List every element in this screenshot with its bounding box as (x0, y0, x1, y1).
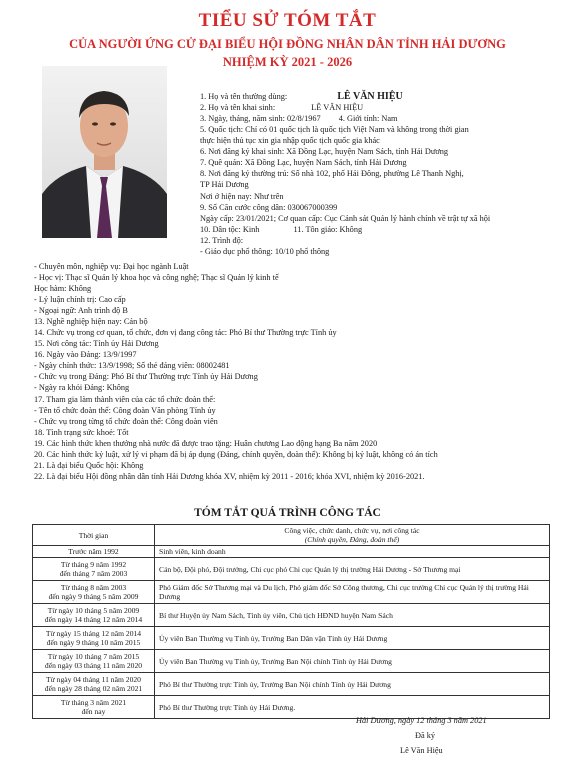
detail-line: - Ngày ra khỏi Đảng: Không (34, 383, 130, 392)
table-row (33, 627, 550, 650)
bio-id-number: 9. Số Căn cước công dân: 030067000399 (200, 203, 338, 212)
time-cell: Từ ngày 10 tháng 5 năm 2009 đến ngày 14 tháng 12 năm 2014 (33, 604, 155, 627)
table-row (33, 558, 550, 581)
detail-line: - Chuyên môn, nghiệp vụ: Đại học ngành Luật (34, 262, 189, 271)
detail-line: 19. Các hình thức khen thưởng nhà nước đã được trao tặng: Huân chương Lao động hạng Ba năm 2020 (34, 439, 378, 448)
detail-line: 22. Là đại biểu Hội đồng nhân dân tỉnh Hải Dương khóa XV, nhiệm kỳ 2011 - 2016; khóa XVI, nhiệm kỳ 2016-2021. (34, 472, 425, 481)
table-row (33, 650, 550, 673)
bio-general-education: - Giáo dục phổ thông: 10/10 phổ thông (200, 247, 330, 256)
candidate-photo (42, 66, 167, 238)
detail-line: 13. Nghề nghiệp hiện nay: Cán bộ (34, 317, 148, 326)
detail-line: 17. Tham gia làm thành viên của các tổ chức đoàn thể: (34, 395, 216, 404)
time-cell: Từ tháng 9 năm 1992 đến tháng 7 năm 2003 (33, 558, 155, 581)
detail-line: 14. Chức vụ trong cơ quan, tổ chức, đơn vị đang công tác: Phó Bí thư Thường trực Tỉnh ủy (34, 328, 337, 337)
job-cell: Cán bộ, Đội phó, Đội trưởng, Chi cục phó Chi cục Quản lý thị trường Hải Dương - Sở Thương mại (155, 558, 550, 581)
detail-line: - Chức vụ trong Đảng: Phó Bí thư Thường trực Tỉnh ủy Hải Dương (34, 372, 258, 381)
job-cell: Ủy viên Ban Thường vụ Tỉnh ủy, Trưởng Ban Dân vận Tỉnh ủy Hải Dương (155, 627, 550, 650)
detail-line: - Chức vụ trong từng tổ chức đoàn thể: Công đoàn viên (34, 417, 218, 426)
bio-common-name: 1. Họ và tên thường dùng: LÊ VĂN HIỆU (200, 91, 403, 102)
job-cell: Ủy viên Ban Thường vụ Tỉnh ủy, Trưởng Ban Nội chính Tỉnh ủy Hải Dương (155, 650, 550, 673)
bio-education-heading: 12. Trình độ: (200, 236, 244, 245)
bio-birth-name: 2. Họ và tên khai sinh: LÊ VĂN HIỆU (200, 103, 364, 112)
job-cell: Phó Bí thư Thường trực Tỉnh ủy, Trưởng Ban Nội chính Tỉnh ủy Hải Dương (155, 673, 550, 696)
time-cell: Từ ngày 04 tháng 11 năm 2020 đến ngày 28 tháng 02 năm 2021 (33, 673, 155, 696)
table-row (33, 673, 550, 696)
work-history-table (32, 524, 550, 719)
bio-id-issue: Ngày cấp: 23/01/2021; Cơ quan cấp: Cục Cảnh sát Quản lý hành chính về trật tự xã hội (200, 214, 491, 223)
detail-line: 16. Ngày vào Đảng: 13/9/1997 (34, 350, 137, 359)
detail-line: - Học vị: Thạc sĩ Quản lý khoa học và công nghệ; Thạc sĩ Quản lý kinh tế (34, 273, 279, 282)
job-cell: Bí thư Huyện ủy Nam Sách, Tỉnh ủy viên, Chủ tịch HĐND huyện Nam Sách (155, 604, 550, 627)
bio-birthdate-gender: 3. Ngày, tháng, năm sinh: 02/8/1967 4. Giới tính: Nam (200, 114, 398, 123)
document-title: TIỂU SỬ TÓM TẮT (198, 10, 377, 31)
document-term: NHIỆM KỲ 2021 - 2026 (222, 55, 353, 69)
bio-current-address: Nơi ở hiện nay: Như trên (200, 192, 284, 201)
job-cell: Phó Giám đốc Sở Thương mại và Du lịch, Phó giám đốc Sở Công thương, Chi cục trưởng Chi cục Quản lý thị trường Hải Dương (155, 581, 550, 604)
detail-line: Học hàm: Không (34, 284, 92, 293)
work-history-title: TÓM TẮT QUÁ TRÌNH CÔNG TÁC (194, 507, 381, 519)
detail-line: - Ngày chính thức: 13/9/1998; Số thẻ đảng viên: 08002481 (34, 361, 230, 370)
signature-label: Đã ký (415, 731, 436, 740)
bio-birth-registration: 6. Nơi đăng ký khai sinh: Xã Đồng Lạc, huyện Nam Sách, tỉnh Hải Dương (200, 147, 449, 156)
time-cell: Từ tháng 3 năm 2021 đến nay (33, 696, 155, 719)
detail-line: 21. Là đại biểu Quốc hội: Không (34, 461, 144, 470)
detail-line: 15. Nơi công tác: Tỉnh ủy Hải Dương (34, 339, 159, 348)
job-cell: Sinh viên, kinh doanh (155, 546, 550, 558)
bio-hometown: 7. Quê quán: Xã Đồng Lạc, huyện Nam Sách, tỉnh Hải Dương (200, 158, 407, 167)
detail-line: - Tên tổ chức đoàn thể: Công đoàn Văn phòng Tỉnh ủy (34, 406, 216, 415)
bio-nationality-cont: thực hiện thủ tục xin gia nhập quốc tịch quốc gia khác (200, 136, 380, 145)
signature-date: Hải Dương, ngày 12 tháng 3 năm 2021 (356, 716, 487, 725)
bio-residence-cont: TP Hải Dương (200, 180, 249, 189)
time-cell: Trước năm 1992 (33, 546, 155, 558)
table-row (33, 546, 550, 558)
detail-line: 20. Các hình thức kỷ luật, xử lý vi phạm đã bị áp dụng (Đảng, chính quyền, đoàn thể): Không bị kỷ luật, không có án tích (34, 450, 438, 459)
table-header-row (33, 525, 550, 546)
detail-line: 18. Tình trạng sức khoẻ: Tốt (34, 428, 129, 437)
time-cell: Từ ngày 15 tháng 12 năm 2014 đến ngày 9 tháng 10 năm 2015 (33, 627, 155, 650)
document-subtitle: CỦA NGƯỜI ỨNG CỬ ĐẠI BIỂU HỘI ĐỒNG NHÂN DÂN TỈNH HẢI DƯƠNG (69, 37, 506, 51)
bio-residence: 8. Nơi đăng ký thường trú: Số nhà 102, phố Hải Đông, phường Lê Thanh Nghị, (200, 169, 464, 178)
bio-nationality: 5. Quốc tịch: Chỉ có 01 quốc tịch là quốc tịch Việt Nam và không trong thời gian (200, 125, 469, 134)
detail-line: - Ngoại ngữ: Anh trình độ B (34, 306, 128, 315)
bio-ethnicity-religion: 10. Dân tộc: Kinh 11. Tôn giáo: Không (200, 225, 363, 234)
table-row (33, 604, 550, 627)
header-job: Công việc, chức danh, chức vụ, nơi công tác (Chính quyền, Đảng, đoàn thể) (155, 525, 550, 546)
time-cell: Từ tháng 8 năm 2003 đến ngày 9 tháng 5 năm 2009 (33, 581, 155, 604)
job-cell: Phó Bí thư Thường trực Tỉnh ủy Hải Dương. (155, 696, 550, 719)
header-time: Thời gian (33, 525, 155, 546)
time-cell: Từ ngày 10 tháng 7 năm 2015 đến ngày 03 tháng 11 năm 2020 (33, 650, 155, 673)
signature-name: Lê Văn Hiệu (400, 746, 443, 755)
detail-line: - Lý luận chính trị: Cao cấp (34, 295, 126, 304)
table-row (33, 581, 550, 604)
